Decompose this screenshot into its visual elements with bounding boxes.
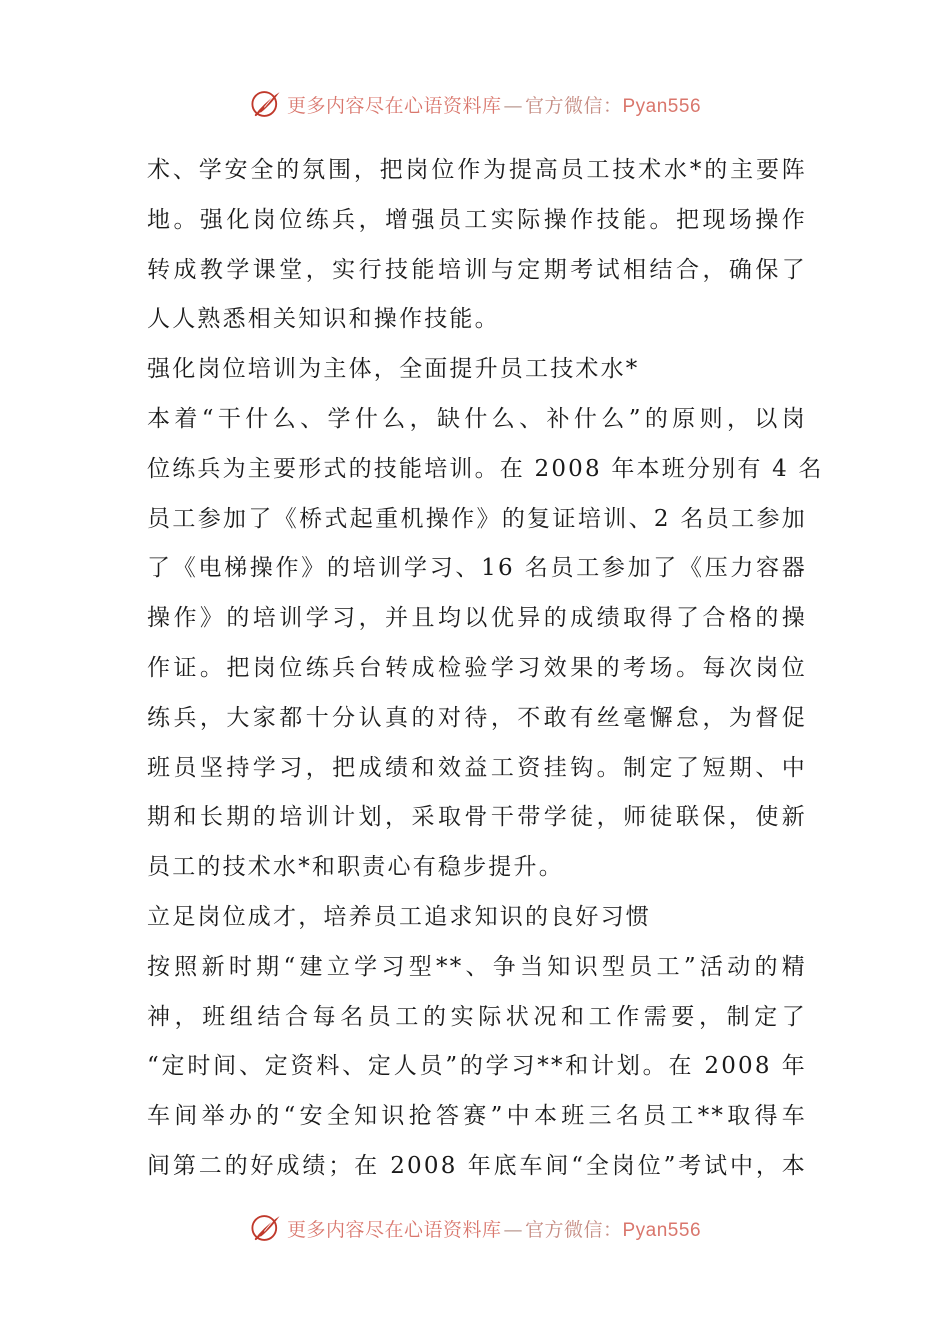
watermark-text — [287, 91, 701, 118]
text-line: 人人熟悉相关知识和操作技能。 — [147, 306, 500, 333]
text-line: 位练兵为主要形式的技能培训。在 2008 年本班分别有 4 名 — [147, 455, 824, 482]
text-line: 间第二的好成绩；在 2008 年底车间“全岗位”考试中，本 — [147, 1152, 807, 1179]
text-line: 立足岗位成才，培养员工追求知识的良好习惯 — [147, 903, 651, 930]
footer-watermark-banner — [0, 1208, 950, 1248]
text-line: 强化岗位培训为主体，全面提升员工技术水* — [147, 356, 640, 383]
watermark-text — [287, 1215, 701, 1242]
text-line: 地。强化岗位练兵，增强员工实际操作技能。把现场操作 — [147, 206, 807, 233]
header-watermark-banner — [0, 84, 950, 124]
text-line: 员工参加了《桥式起重机操作》的复证培训、2 名员工参加 — [147, 505, 807, 532]
watermark-wechat-label: 官方微信： — [524, 94, 623, 117]
text-line: 神，班组结合每名员工的实际状况和工作需要，制定了 — [147, 1003, 807, 1030]
text-line: 车间举办的“安全知识抢答赛”中本班三名员工**取得车 — [147, 1103, 807, 1130]
text-line: 期和长期的培训计划，采取骨干带学徒，师徒联保，使新 — [147, 804, 807, 831]
watermark-separator: — — [503, 1218, 523, 1241]
text-line: 作证。把岗位练兵台转成检验学习效果的考场。每次岗位 — [147, 654, 807, 681]
text-line: 转成教学课堂，实行技能培训与定期考试相结合，确保了 — [147, 256, 807, 283]
quill-pen-logo-icon — [249, 87, 283, 121]
text-line: 员工的技术水*和职责心有稳步提升。 — [147, 854, 564, 881]
watermark-site-text: 更多内容尽在心语资料库 — [286, 94, 502, 117]
text-line: 班员坚持学习，把成绩和效益工资挂钩。制定了短期、中 — [147, 754, 807, 781]
text-line: 本着“干什么、学什么，缺什么、补什么”的原则，以岗 — [147, 405, 807, 432]
document-body — [147, 146, 824, 1192]
watermark-wechat-label: 官方微信： — [524, 1218, 623, 1241]
text-line: 按照新时期“建立学习型**、争当知识型员工”活动的精 — [147, 953, 807, 980]
watermark-wechat-id: Pyan556 — [622, 95, 702, 117]
text-line: 术、学安全的氛围，把岗位作为提高员工技术水*的主要阵 — [147, 157, 807, 183]
text-line: 练兵，大家都十分认真的对待，不敢有丝毫懈怠，为督促 — [147, 704, 807, 731]
watermark-wechat-id: Pyan556 — [622, 1219, 702, 1241]
text-line: 操作》的培训学习，并且均以优异的成绩取得了合格的操 — [147, 605, 807, 632]
watermark-site-text: 更多内容尽在心语资料库 — [286, 1218, 502, 1241]
watermark-separator: — — [503, 94, 523, 117]
text-line: 了《电梯操作》的培训学习、16 名员工参加了《压力容器 — [147, 555, 807, 582]
quill-pen-logo-icon — [249, 1211, 283, 1245]
text-line: “定时间、定资料、定人员”的学习**和计划。在 2008 年 — [147, 1053, 807, 1080]
